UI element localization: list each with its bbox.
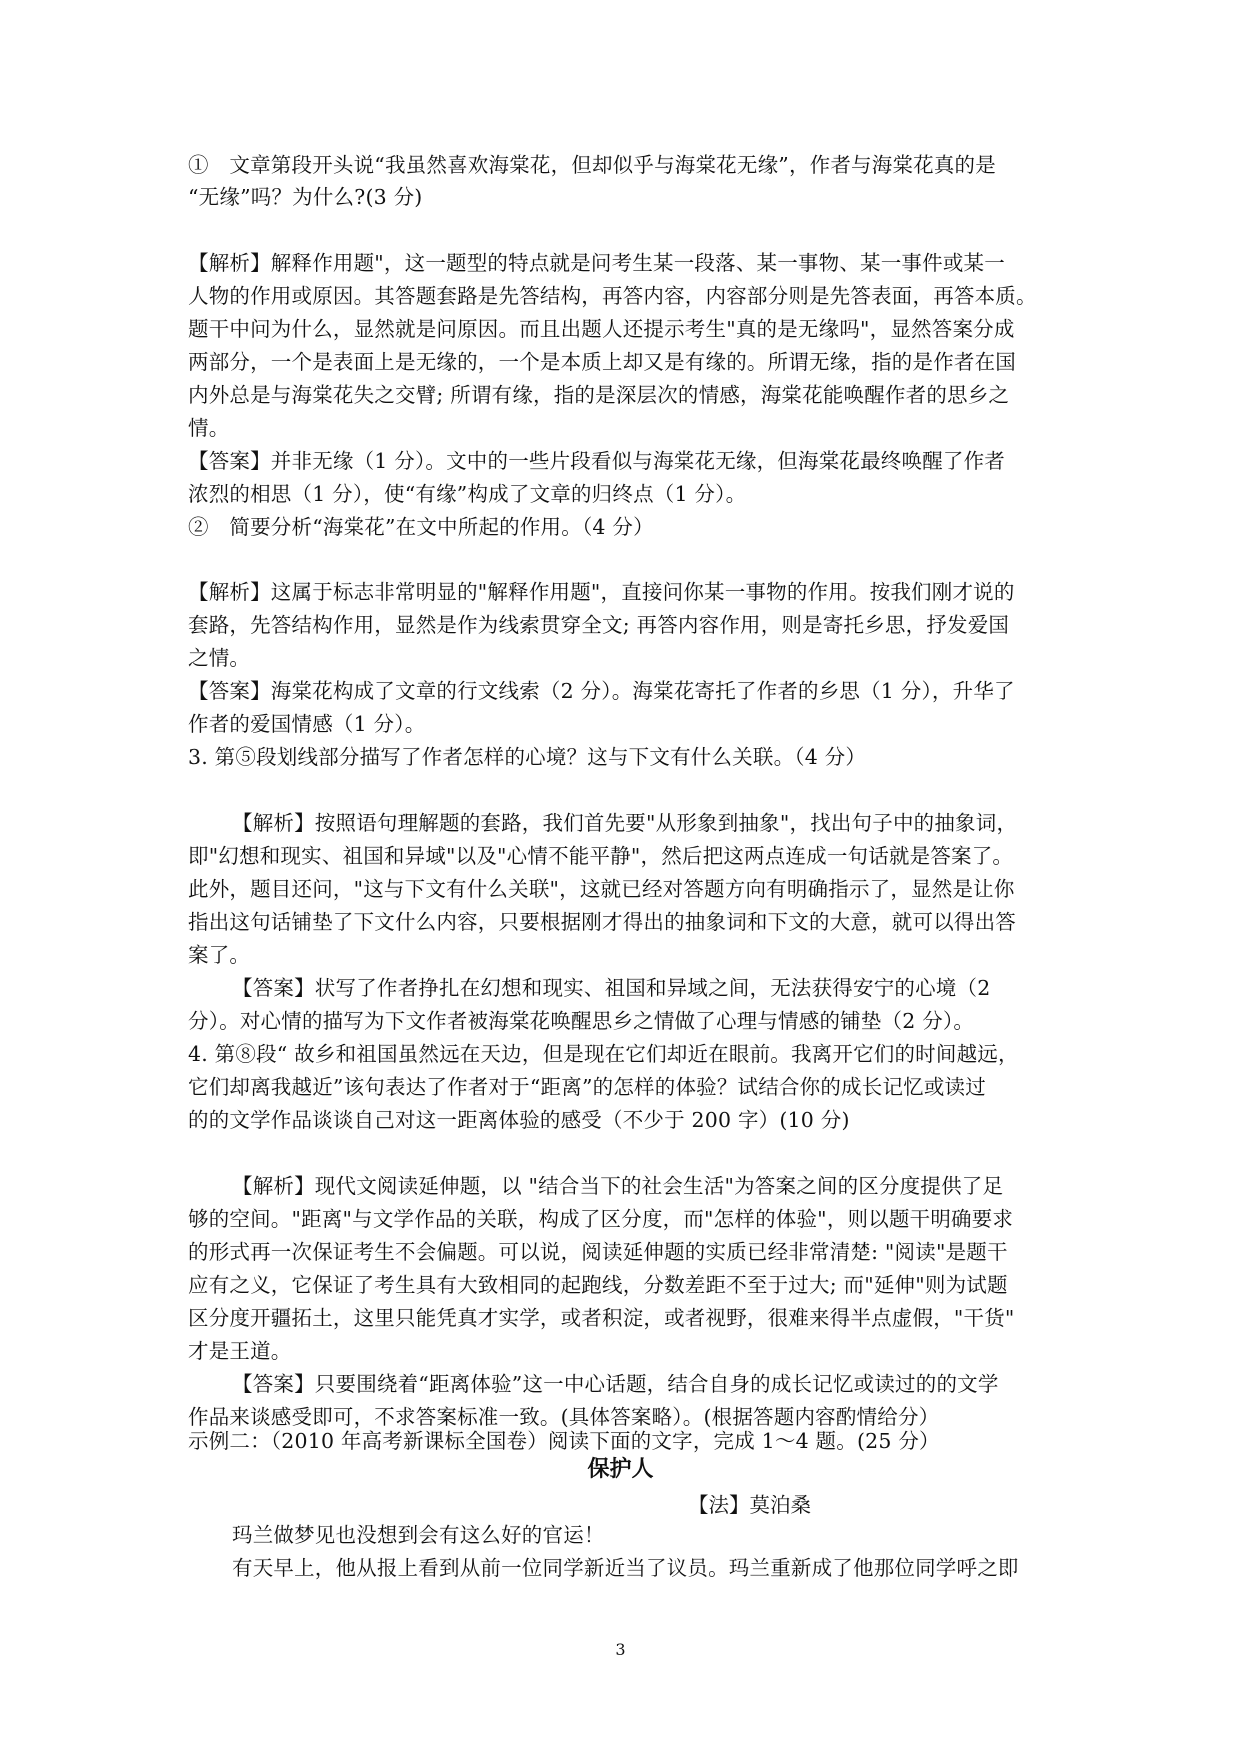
text-line: 玛兰做梦见也没想到会有这么好的官运！ <box>232 1523 605 1547</box>
text-line: 【解析】现代文阅读延伸题，以 "结合当下的社会生活"为答案之间的区分度提供了足 <box>232 1174 1004 1198</box>
text-line: 情。 <box>188 416 230 440</box>
text-line: 此外，题目还问，"这与下文有什么关联"，这就已经对答题方向有明确指示了，显然是让你 <box>188 877 1015 901</box>
text-line: 才是王道。 <box>188 1339 292 1363</box>
text-line: 作品来谈感受即可，不求答案标准一致。(具体答案略）。(根据答题内容酌情给分） <box>188 1405 940 1429</box>
text-line: ① 文章第段开头说“我虽然喜欢海棠花，但却似乎与海棠花无缘”，作者与海棠花真的是 <box>188 153 996 177</box>
text-line: “无缘”吗？为什么?(3 分) <box>188 185 423 209</box>
text-line: 人物的作用或原因。其答题套路是先答结构，再答内容，内容部分则是先答表面，再答本质。 <box>188 284 1037 308</box>
text-line: 【答案】海棠花构成了文章的行文线索（2 分）。海棠花寄托了作者的乡思（1 分），升华了 <box>188 679 1015 703</box>
text-line: 两部分，一个是表面上是无缘的，一个是本质上却又是有缘的。所谓无缘，指的是作者在国 <box>188 350 1016 374</box>
text-line: 3. 第⑤段划线部分描写了作者怎样的心境？这与下文有什么关联。（4 分） <box>188 745 867 769</box>
text-line: 【解析】按照语句理解题的套路，我们首先要"从形象到抽象"，找出句子中的抽象词， <box>232 811 1018 835</box>
text-line: 【解析】这属于标志非常明显的"解释作用题"，直接问你某一事物的作用。按我们刚才说的 <box>188 580 1015 604</box>
text-line: 之情。 <box>188 646 251 670</box>
text-line: 有天早上，他从报上看到从前一位同学新近当了议员。玛兰重新成了他那位同学呼之即 <box>232 1556 1019 1580</box>
text-line: 【解析】解释作用题"，这一题型的特点就是问考生某一段落、某一事物、某一事件或某一 <box>188 251 1005 275</box>
text-line: 案了。 <box>188 943 251 967</box>
text-line: 指出这句话铺垫了下文什么内容，只要根据刚才得出的抽象词和下文的大意，就可以得出答 <box>188 910 1016 934</box>
text-line: 示例二：（2010 年高考新课标全国卷）阅读下面的文字，完成 1～4 题。(25 分） <box>188 1429 940 1453</box>
text-line: 够的空间。"距离"与文学作品的关联，构成了区分度，而"怎样的体验"，则以题干明确要求 <box>188 1207 1014 1231</box>
story-author: 【法】莫泊桑 <box>688 1493 811 1517</box>
text-line: 应有之义，它保证了考生具有大致相同的起跑线，分数差距不至于过大; 而"延伸"则为试题 <box>188 1273 1008 1297</box>
text-line: 的的文学作品谈谈自己对这一距离体验的感受（不少于 200 字）(10 分) <box>188 1108 850 1132</box>
text-line: 浓烈的相思（1 分），使“有缘”构成了文章的归终点（1 分）。 <box>188 482 747 506</box>
text-line: 区分度开疆拓土，这里只能凭真才实学，或者积淀，或者视野，很难来得半点虚假，"干货" <box>188 1306 1015 1330</box>
text-line: 题干中问为什么，显然就是问原因。而且出题人还提示考生"真的是无缘吗"，显然答案分成 <box>188 317 1015 341</box>
text-line: 分）。对心情的描写为下文作者被海棠花唤醒思乡之情做了心理与情感的铺垫（2 分）。 <box>188 1009 975 1033</box>
text-line: 即"幻想和现实、祖国和异域"以及"心情不能平静"，然后把这两点连成一句话就是答案了。 <box>188 844 1014 868</box>
text-line: 4. 第⑧段“ 故乡和祖国虽然远在天边，但是现在它们却近在眼前。我离开它们的时间越远， <box>188 1042 1019 1066</box>
text-line: 【答案】状写了作者挣扎在幻想和现实、祖国和异域之间，无法获得安宁的心境（2 <box>232 976 991 1000</box>
text-line: 套路，先答结构作用，显然是作为线索贯穿全文; 再答内容作用，则是寄托乡思，抒发爱国 <box>188 613 1010 637</box>
page-number: 3 <box>615 1640 626 1659</box>
story-title: 保护人 <box>587 1457 654 1482</box>
text-line: 的形式再一次保证考生不会偏题。可以说，阅读延伸题的实质已经非常清楚: "阅读"是题干 <box>188 1240 1008 1264</box>
text-line: 内外总是与海棠花失之交臂; 所谓有缘，指的是深层次的情感，海棠花能唤醒作者的思乡之 <box>188 383 1010 407</box>
text-line: 作者的爱国情感（1 分）。 <box>188 712 426 736</box>
text-line: ② 简要分析“海棠花”在文中所起的作用。（4 分） <box>188 515 654 539</box>
text-line: 它们却离我越近”该句表达了作者对于“距离”的怎样的体验？试结合你的成长记忆或读过 <box>188 1075 986 1099</box>
text-line: 【答案】并非无缘（1 分）。文中的一些片段看似与海棠花无缘，但海棠花最终唤醒了作者 <box>188 449 1006 473</box>
text-line: 【答案】只要围绕着“距离体验”这一中心话题，结合自身的成长记忆或读过的的文学 <box>232 1372 999 1396</box>
